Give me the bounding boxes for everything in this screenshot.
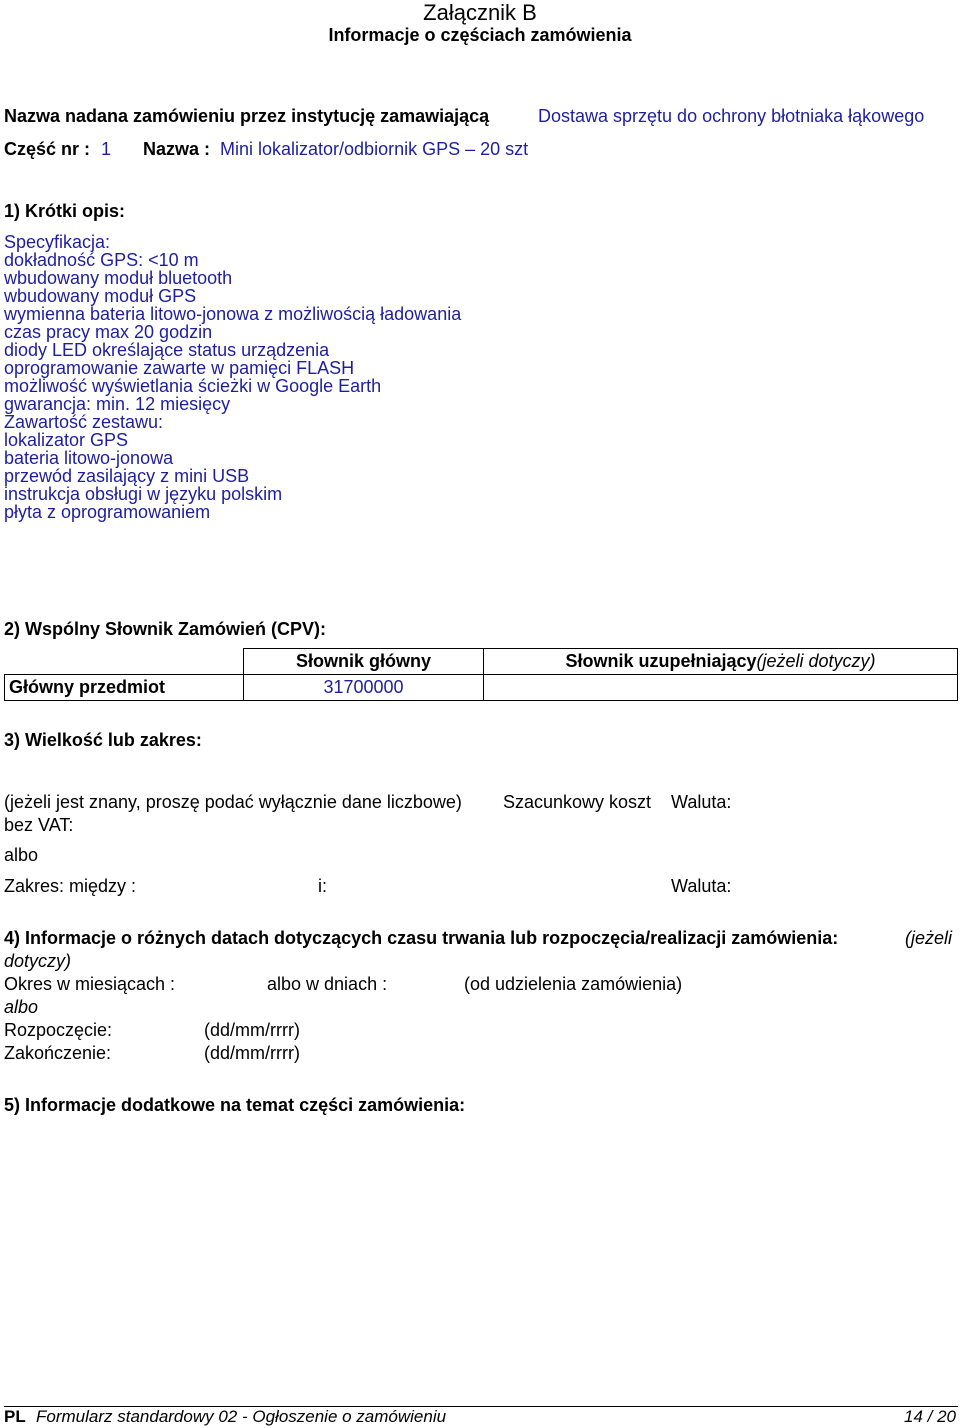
order-name-label: Nazwa nadana zamówieniu przez instytucję zamawiającą: [4, 106, 490, 126]
spec-line: dokładność GPS: <10 m: [4, 250, 199, 270]
footer-page-number: 14 / 20: [904, 1407, 956, 1426]
footer-language: PL: [4, 1407, 26, 1426]
from-award-label: (od udzielenia zamówienia): [464, 974, 683, 994]
part-number-label: Część nr :: [4, 139, 91, 159]
spec-line: Specyfikacja:: [4, 232, 111, 252]
spec-line: instrukcja obsługi w języku polskim: [4, 484, 283, 504]
section-4-note-cont: dotyczy): [4, 951, 72, 971]
header-supplementary-vocabulary: [484, 649, 958, 675]
document-title: Załącznik B: [423, 0, 537, 25]
supplementary-note: (jeżeli dotyczy): [756, 651, 876, 671]
table-row: [5, 675, 958, 701]
or-label: albo: [4, 845, 39, 865]
document-subtitle: Informacje o częściach zamówienia: [328, 25, 632, 45]
end-label: Zakończenie:: [4, 1043, 112, 1063]
section-5-heading: 5) Informacje dodatkowe na temat części zamówienia:: [4, 1095, 466, 1115]
period-months-label: Okres w miesiącach :: [4, 974, 176, 994]
spec-line: Zawartość zestawu:: [4, 412, 164, 432]
estimate-label: Szacunkowy koszt: [503, 792, 652, 812]
cpv-supplementary-code: [484, 675, 958, 701]
quantity-note: (jeżeli jest znany, proszę podać wyłącznie dane liczbowe): [4, 792, 462, 812]
spec-line: bateria litowo-jonowa: [4, 448, 174, 468]
section-4-heading: 4) Informacje o różnych datach dotyczących czasu trwania lub rozpoczęcia/realizacji zamówienia:: [4, 928, 839, 948]
spec-line: wbudowany moduł GPS: [4, 286, 197, 306]
range-label: Zakres: między :: [4, 876, 137, 896]
or-label: albo: [4, 997, 39, 1017]
spec-line: przewód zasilający z mini USB: [4, 466, 250, 486]
section-3-heading: 3) Wielkość lub zakres:: [4, 730, 202, 750]
spec-line: oprogramowanie zawarte w pamięci FLASH: [4, 358, 355, 378]
section-1-heading: 1) Krótki opis:: [4, 201, 126, 221]
part-number-value: 1: [101, 139, 112, 159]
header-main-vocabulary: Słownik główny: [244, 649, 484, 675]
spec-line: gwarancja: min. 12 miesięcy: [4, 394, 231, 414]
start-format: (dd/mm/rrrr): [204, 1020, 300, 1040]
spec-line: wymienna bateria litowo-jonowa z możliwością ładowania: [4, 304, 462, 324]
table-row: [5, 649, 958, 675]
spec-line: diody LED określające status urządzenia: [4, 340, 330, 360]
part-name-value: Mini lokalizator/odbiornik GPS – 20 szt: [220, 139, 529, 159]
footer-form-name: Formularz standardowy 02 - Ogłoszenie o zamówieniu: [36, 1407, 447, 1426]
spec-line: wbudowany moduł bluetooth: [4, 268, 233, 288]
range-and-label: i:: [318, 876, 327, 896]
spec-line: czas pracy max 20 godzin: [4, 322, 213, 342]
period-days-label: albo w dniach :: [267, 974, 388, 994]
currency-label: Waluta:: [671, 792, 732, 812]
end-format: (dd/mm/rrrr): [204, 1043, 300, 1063]
supplementary-label: Słownik uzupełniający: [565, 651, 757, 671]
spec-line: płyta z oprogramowaniem: [4, 502, 211, 522]
row-label-main-subject: Główny przedmiot: [5, 675, 244, 701]
cpv-table: [4, 648, 958, 701]
range-currency-label: Waluta:: [671, 876, 732, 896]
order-name-value: Dostawa sprzętu do ochrony błotniaka łąkowego: [538, 106, 925, 126]
cpv-main-code: 31700000: [244, 675, 484, 701]
estimate-label-cont: bez VAT:: [4, 815, 74, 835]
spec-line: lokalizator GPS: [4, 430, 129, 450]
section-4-note: (jeżeli: [905, 928, 953, 948]
table-cell-empty: [5, 649, 244, 675]
start-label: Rozpoczęcie:: [4, 1020, 113, 1040]
spec-line: możliwość wyświetlania ścieżki w Google Earth: [4, 376, 382, 396]
part-name-label: Nazwa :: [143, 139, 211, 159]
section-2-heading: 2) Wspólny Słownik Zamówień (CPV):: [4, 619, 327, 639]
